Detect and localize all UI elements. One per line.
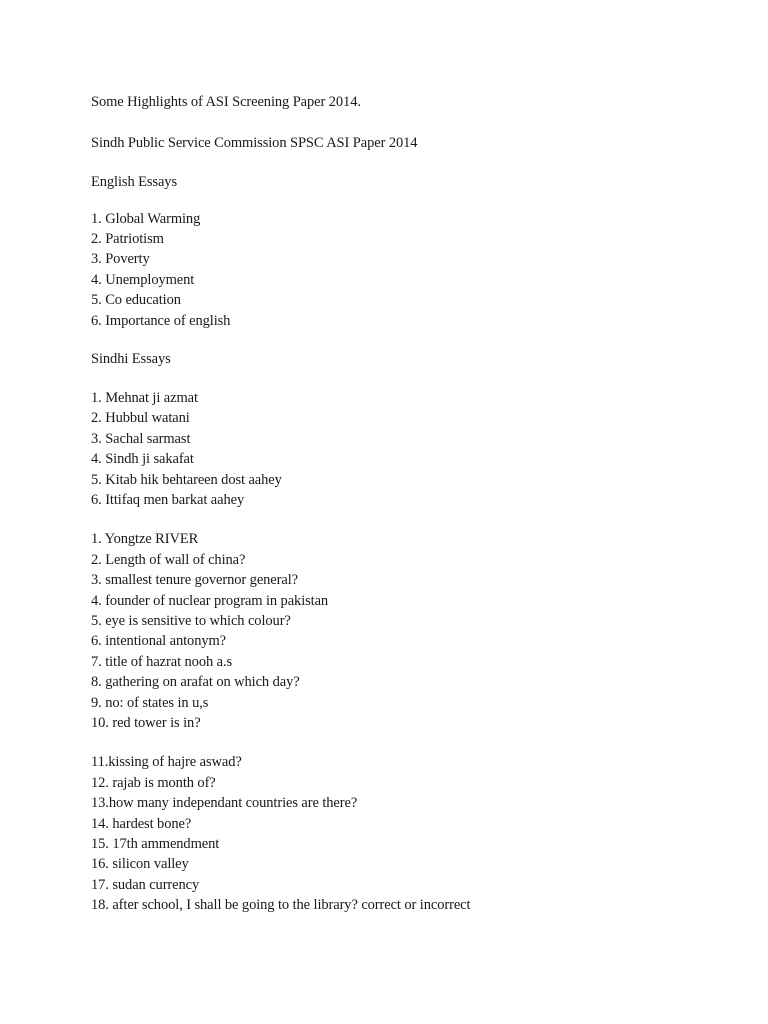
list-item: 4. Unemployment <box>91 272 195 288</box>
list-item: 18. after school, I shall be going to the library? correct or incorrect <box>91 897 471 913</box>
list-item: 13.how many independant countries are there? <box>91 795 358 811</box>
list-item: 3. Sachal sarmast <box>91 431 191 447</box>
list-item: 4. founder of nuclear program in pakistan <box>91 593 329 609</box>
list-item: 12. rajab is month of? <box>91 775 216 791</box>
list-item: 5. Kitab hik behtareen dost aahey <box>91 472 282 488</box>
list-item: 15. 17th ammendment <box>91 836 220 852</box>
sindhi-essays-heading: Sindhi Essays <box>91 351 171 367</box>
list-item: 4. Sindh ji sakafat <box>91 451 194 467</box>
list-item: 6. Ittifaq men barkat aahey <box>91 492 245 508</box>
english-essays-heading: English Essays <box>91 174 178 190</box>
list-item: 2. Patriotism <box>91 231 164 247</box>
list-item: 9. no: of states in u,s <box>91 695 209 711</box>
list-item: 5. Co education <box>91 292 181 308</box>
list-item: 2. Length of wall of china? <box>91 552 246 568</box>
list-item: 2. Hubbul watani <box>91 410 190 426</box>
list-item: 11.kissing of hajre aswad? <box>91 754 242 770</box>
list-item: 7. title of hazrat nooh a.s <box>91 654 233 670</box>
list-item: 3. Poverty <box>91 251 150 267</box>
list-item: 17. sudan currency <box>91 877 200 893</box>
list-item: 5. eye is sensitive to which colour? <box>91 613 291 629</box>
list-item: 1. Mehnat ji azmat <box>91 390 198 406</box>
list-item: 8. gathering on arafat on which day? <box>91 674 300 690</box>
document-subtitle: Sindh Public Service Commission SPSC ASI Paper 2014 <box>91 135 418 151</box>
list-item: 6. intentional antonym? <box>91 633 227 649</box>
document-title: Some Highlights of ASI Screening Paper 2014. <box>91 94 361 110</box>
list-item: 1. Yongtze RIVER <box>91 531 199 547</box>
list-item: 1. Global Warming <box>91 211 201 227</box>
list-item: 3. smallest tenure governor general? <box>91 572 298 588</box>
list-item: 6. Importance of english <box>91 313 231 329</box>
list-item: 14. hardest bone? <box>91 816 192 832</box>
list-item: 10. red tower is in? <box>91 715 201 731</box>
list-item: 16. silicon valley <box>91 856 189 872</box>
